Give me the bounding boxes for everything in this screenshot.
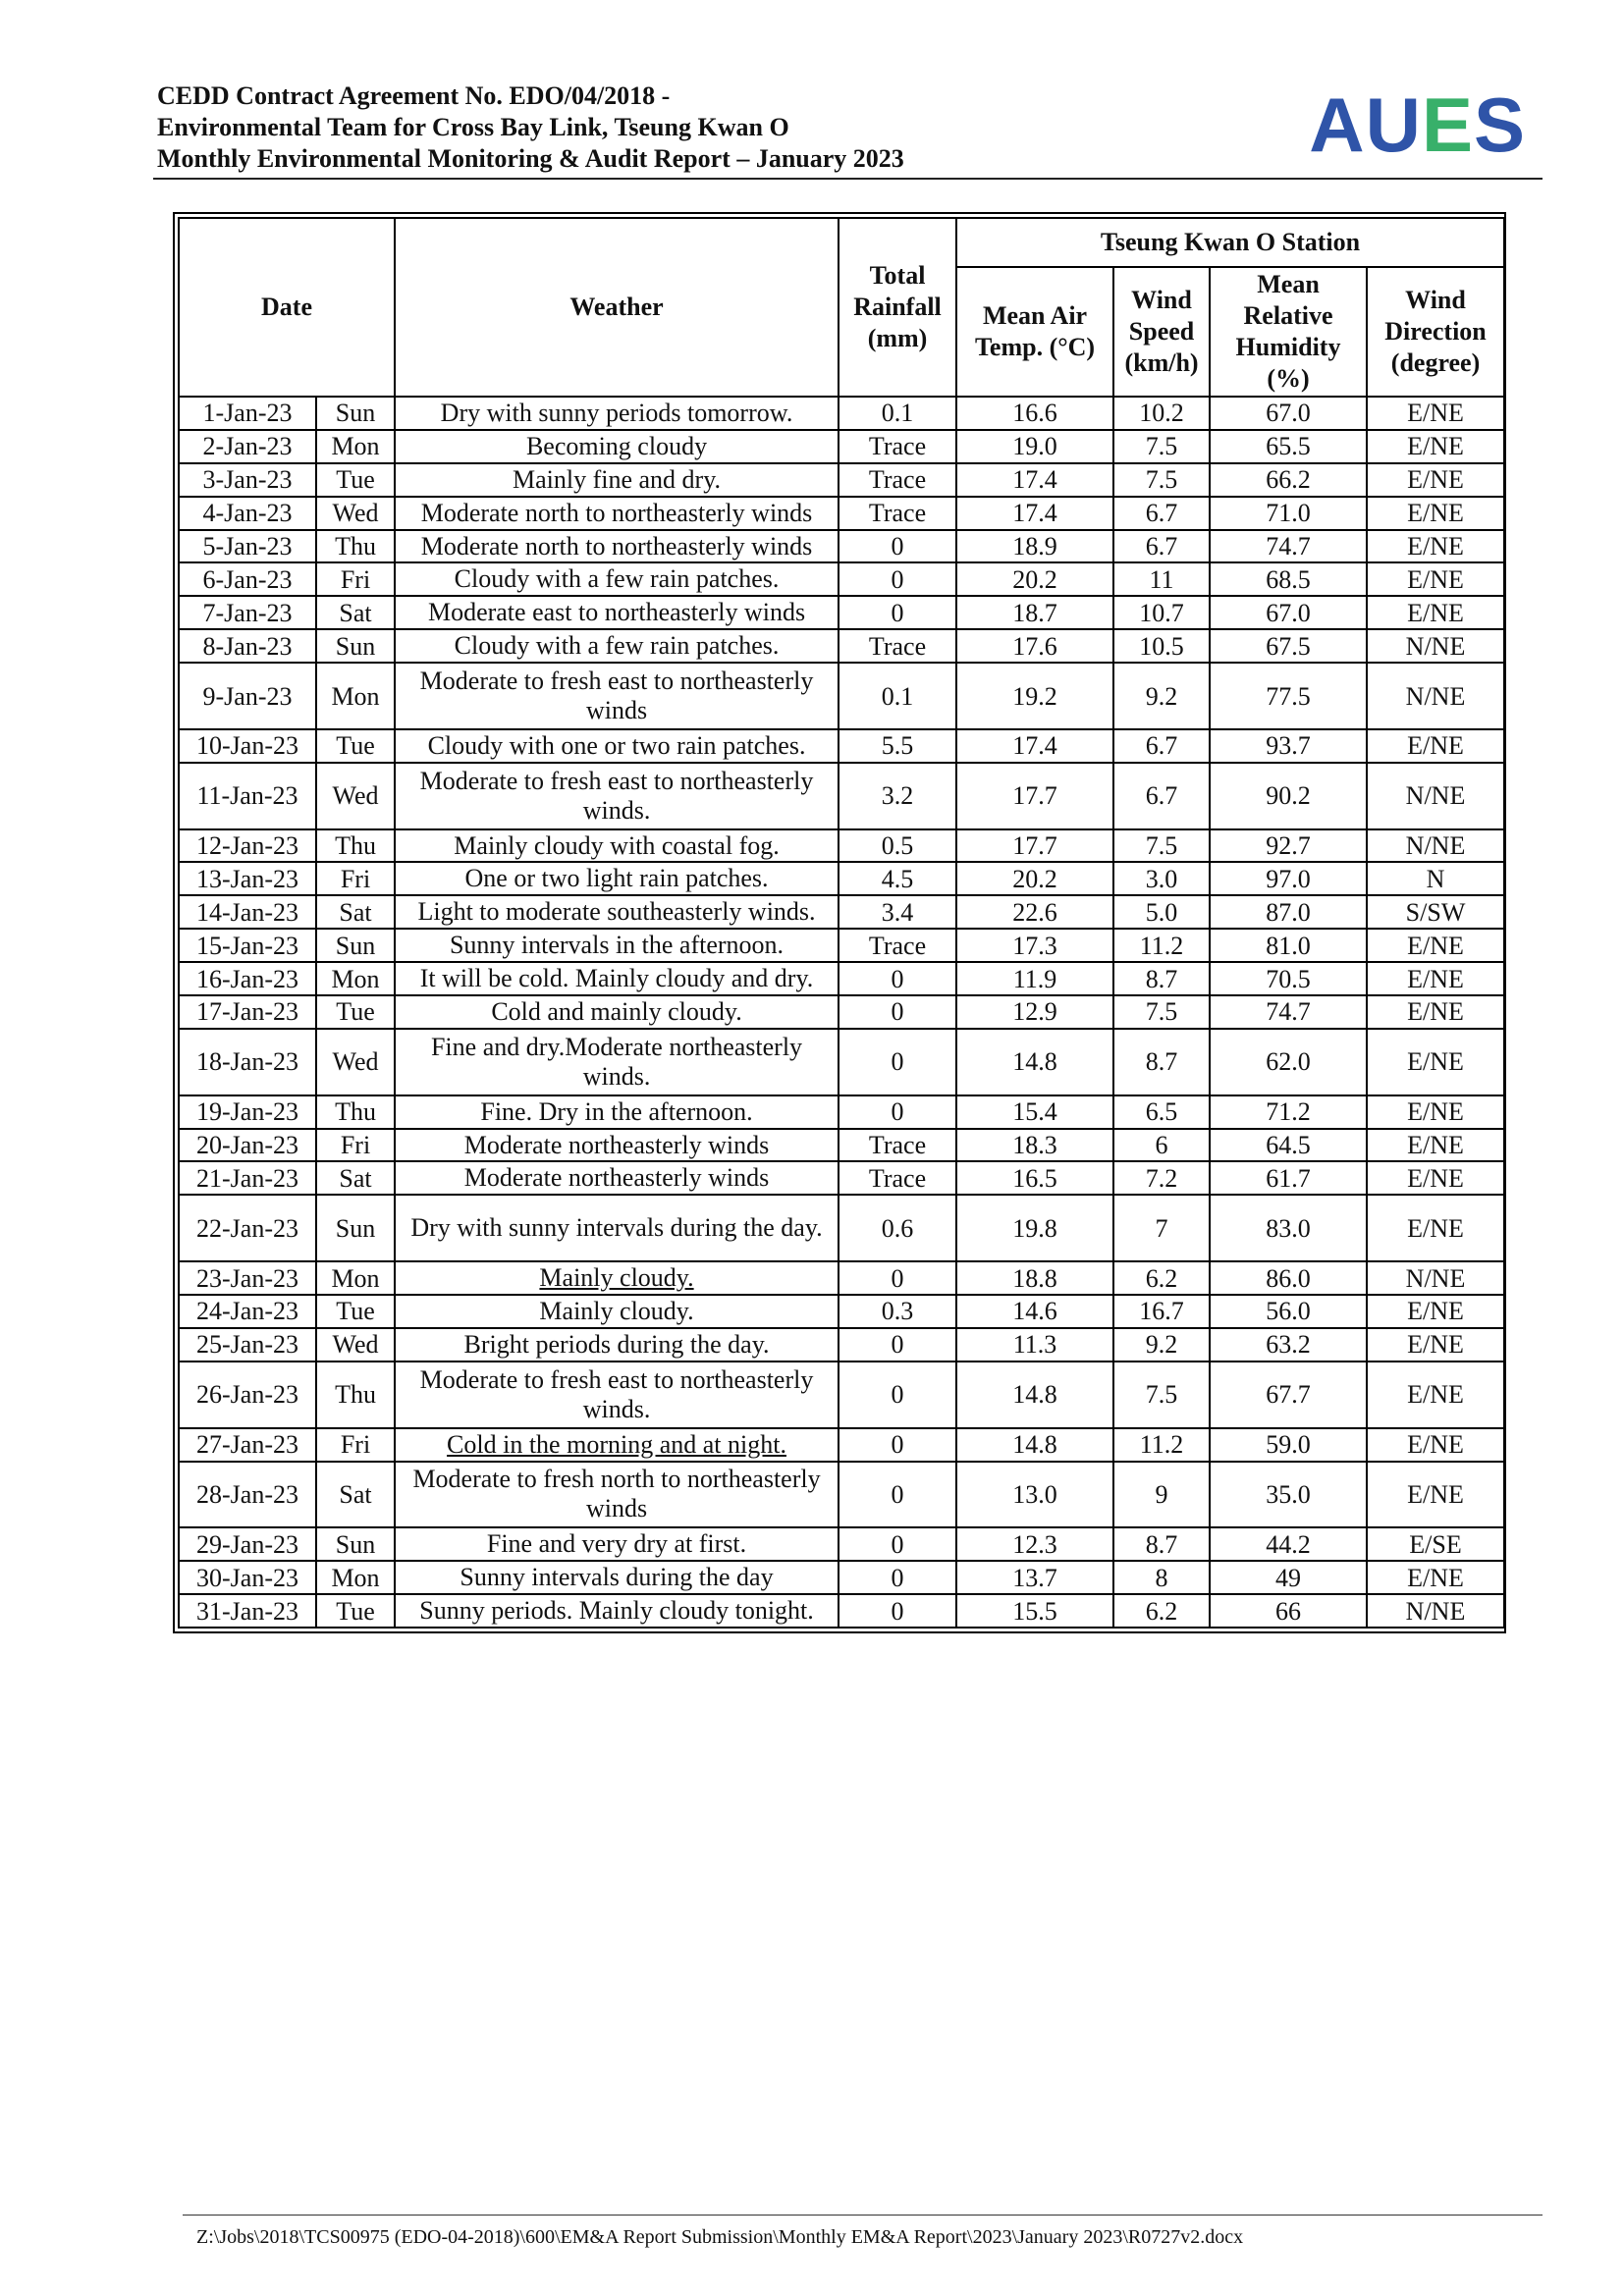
- table-row: [179, 1462, 1504, 1528]
- header-temp: Mean Air Temp. (°C): [956, 267, 1113, 397]
- cell-dir: E/NE: [1367, 1328, 1504, 1362]
- table-row: [179, 1129, 1504, 1162]
- cell-weather: Fine and very dry at first.: [395, 1527, 839, 1561]
- cell-day: Tue: [316, 1594, 395, 1628]
- cell-day: Thu: [316, 530, 395, 563]
- cell-wind: 10.7: [1113, 596, 1210, 629]
- table-row: [179, 397, 1504, 430]
- cell-weather: Becoming cloudy: [395, 430, 839, 463]
- cell-rain: 0: [839, 962, 956, 995]
- cell-day: Wed: [316, 1328, 395, 1362]
- cell-day: Fri: [316, 862, 395, 895]
- cell-temp: 14.6: [956, 1295, 1113, 1328]
- cell-day: Sat: [316, 596, 395, 629]
- cell-wind: 8.7: [1113, 962, 1210, 995]
- cell-wind: 6.7: [1113, 530, 1210, 563]
- cell-day: Thu: [316, 829, 395, 863]
- cell-dir: E/NE: [1367, 929, 1504, 962]
- cell-weather: Sunny periods. Mainly cloudy tonight.: [395, 1594, 839, 1628]
- cell-hum: 66.2: [1210, 463, 1367, 497]
- cell-day: Sun: [316, 629, 395, 663]
- cell-day: Mon: [316, 1561, 395, 1594]
- cell-date: 3-Jan-23: [179, 463, 316, 497]
- cell-weather: Light to moderate southeasterly winds.: [395, 895, 839, 929]
- cell-hum: 64.5: [1210, 1129, 1367, 1162]
- cell-day: Fri: [316, 562, 395, 596]
- cell-wind: 6.7: [1113, 497, 1210, 530]
- cell-dir: E/NE: [1367, 1161, 1504, 1195]
- cell-weather: Sunny intervals during the day: [395, 1561, 839, 1594]
- cell-date: 8-Jan-23: [179, 629, 316, 663]
- cell-day: Wed: [316, 497, 395, 530]
- cell-wind: 5.0: [1113, 895, 1210, 929]
- cell-day: Mon: [316, 430, 395, 463]
- cell-rain: 0: [839, 1362, 956, 1428]
- header-title-block: [157, 80, 904, 175]
- cell-temp: 13.7: [956, 1561, 1113, 1594]
- cell-weather: Moderate northeasterly winds: [395, 1161, 839, 1195]
- cell-rain: 3.2: [839, 763, 956, 829]
- cell-temp: 16.5: [956, 1161, 1113, 1195]
- cell-hum: 90.2: [1210, 763, 1367, 829]
- cell-wind: 6.2: [1113, 1594, 1210, 1628]
- cell-weather: Moderate north to northeasterly winds: [395, 530, 839, 563]
- cell-wind: 9.2: [1113, 1328, 1210, 1362]
- cell-hum: 71.0: [1210, 497, 1367, 530]
- cell-date: 26-Jan-23: [179, 1362, 316, 1428]
- cell-dir: E/NE: [1367, 397, 1504, 430]
- table-row: [179, 1161, 1504, 1195]
- cell-rain: 0.5: [839, 829, 956, 863]
- cell-dir: E/NE: [1367, 1195, 1504, 1261]
- cell-temp: 17.4: [956, 497, 1113, 530]
- weather-table: [178, 217, 1505, 1629]
- cell-date: 16-Jan-23: [179, 962, 316, 995]
- report-title: Monthly Environmental Monitoring & Audit Report – January 2023: [157, 144, 904, 173]
- cell-dir: E/NE: [1367, 1462, 1504, 1528]
- cell-dir: E/NE: [1367, 995, 1504, 1029]
- cell-hum: 35.0: [1210, 1462, 1367, 1528]
- cell-dir: E/NE: [1367, 596, 1504, 629]
- table-row: [179, 862, 1504, 895]
- cell-temp: 15.4: [956, 1095, 1113, 1129]
- cell-day: Wed: [316, 1029, 395, 1095]
- cell-day: Sat: [316, 895, 395, 929]
- cell-temp: 12.3: [956, 1527, 1113, 1561]
- cell-wind: 9: [1113, 1462, 1210, 1528]
- table-row: [179, 729, 1504, 763]
- cell-date: 17-Jan-23: [179, 995, 316, 1029]
- cell-weather: Mainly cloudy.: [395, 1295, 839, 1328]
- cell-rain: 0: [839, 995, 956, 1029]
- table-row: [179, 829, 1504, 863]
- cell-temp: 12.9: [956, 995, 1113, 1029]
- cell-weather: Sunny intervals in the afternoon.: [395, 929, 839, 962]
- cell-hum: 97.0: [1210, 862, 1367, 895]
- cell-day: Thu: [316, 1362, 395, 1428]
- table-row: [179, 995, 1504, 1029]
- header-date: Date: [179, 218, 395, 397]
- cell-wind: 7.2: [1113, 1161, 1210, 1195]
- cell-weather: Cold and mainly cloudy.: [395, 995, 839, 1029]
- cell-hum: 44.2: [1210, 1527, 1367, 1561]
- table-row: [179, 1527, 1504, 1561]
- cell-temp: 17.7: [956, 829, 1113, 863]
- table-row: [179, 1261, 1504, 1295]
- cell-day: Tue: [316, 729, 395, 763]
- cell-day: Tue: [316, 1295, 395, 1328]
- cell-date: 11-Jan-23: [179, 763, 316, 829]
- cell-dir: E/NE: [1367, 430, 1504, 463]
- cell-date: 4-Jan-23: [179, 497, 316, 530]
- cell-hum: 70.5: [1210, 962, 1367, 995]
- table-row: [179, 430, 1504, 463]
- cell-date: 12-Jan-23: [179, 829, 316, 863]
- document-header: [157, 80, 1542, 179]
- cell-dir: E/NE: [1367, 729, 1504, 763]
- cell-day: Sat: [316, 1161, 395, 1195]
- cell-rain: 0: [839, 1029, 956, 1095]
- cell-dir: E/NE: [1367, 962, 1504, 995]
- cell-weather: Moderate east to northeasterly winds: [395, 596, 839, 629]
- cell-wind: 8.7: [1113, 1029, 1210, 1095]
- cell-dir: E/NE: [1367, 530, 1504, 563]
- cell-weather: Dry with sunny intervals during the day.: [395, 1195, 839, 1261]
- table-row: [179, 1561, 1504, 1594]
- cell-temp: 14.8: [956, 1428, 1113, 1462]
- cell-rain: 0: [839, 1462, 956, 1528]
- cell-dir: E/NE: [1367, 1295, 1504, 1328]
- cell-date: 31-Jan-23: [179, 1594, 316, 1628]
- cell-weather: Mainly fine and dry.: [395, 463, 839, 497]
- cell-dir: E/SE: [1367, 1527, 1504, 1561]
- cell-dir: N/NE: [1367, 629, 1504, 663]
- cell-hum: 81.0: [1210, 929, 1367, 962]
- cell-temp: 15.5: [956, 1594, 1113, 1628]
- cell-rain: Trace: [839, 430, 956, 463]
- cell-wind: 6.7: [1113, 729, 1210, 763]
- cell-rain: 5.5: [839, 729, 956, 763]
- cell-hum: 63.2: [1210, 1328, 1367, 1362]
- header-divider: [153, 178, 1543, 180]
- cell-day: Sun: [316, 929, 395, 962]
- table-row: [179, 1594, 1504, 1628]
- table-body: [179, 397, 1504, 1628]
- cell-day: Fri: [316, 1129, 395, 1162]
- cell-temp: 14.8: [956, 1029, 1113, 1095]
- cell-rain: Trace: [839, 463, 956, 497]
- project-title: Environmental Team for Cross Bay Link, Tseung Kwan O: [157, 113, 789, 141]
- cell-hum: 83.0: [1210, 1195, 1367, 1261]
- cell-wind: 6.2: [1113, 1261, 1210, 1295]
- cell-wind: 11: [1113, 562, 1210, 596]
- cell-dir: N/NE: [1367, 663, 1504, 729]
- cell-weather: Moderate north to northeasterly winds: [395, 497, 839, 530]
- cell-wind: 7: [1113, 1195, 1210, 1261]
- cell-rain: 0: [839, 1261, 956, 1295]
- table-row: [179, 1362, 1504, 1428]
- cell-rain: Trace: [839, 929, 956, 962]
- cell-weather: Fine and dry.Moderate northeasterly winds.: [395, 1029, 839, 1095]
- cell-weather: Dry with sunny periods tomorrow.: [395, 397, 839, 430]
- cell-weather: Moderate to fresh east to northeasterly winds: [395, 663, 839, 729]
- table-row: [179, 1029, 1504, 1095]
- cell-dir: N/NE: [1367, 763, 1504, 829]
- cell-weather: One or two light rain patches.: [395, 862, 839, 895]
- cell-hum: 65.5: [1210, 430, 1367, 463]
- cell-weather: Bright periods during the day.: [395, 1328, 839, 1362]
- cell-wind: 11.2: [1113, 1428, 1210, 1462]
- cell-hum: 49: [1210, 1561, 1367, 1594]
- cell-temp: 20.2: [956, 862, 1113, 895]
- header-humidity: Mean Relative Humidity (%): [1210, 267, 1367, 397]
- cell-date: 15-Jan-23: [179, 929, 316, 962]
- cell-temp: 19.2: [956, 663, 1113, 729]
- table-row: [179, 663, 1504, 729]
- table-row: [179, 1295, 1504, 1328]
- cell-rain: 0: [839, 562, 956, 596]
- cell-date: 14-Jan-23: [179, 895, 316, 929]
- cell-date: 5-Jan-23: [179, 530, 316, 563]
- cell-temp: 17.3: [956, 929, 1113, 962]
- cell-date: 9-Jan-23: [179, 663, 316, 729]
- cell-date: 27-Jan-23: [179, 1428, 316, 1462]
- cell-dir: E/NE: [1367, 1561, 1504, 1594]
- cell-dir: E/NE: [1367, 463, 1504, 497]
- cell-date: 28-Jan-23: [179, 1462, 316, 1528]
- table-row: [179, 1328, 1504, 1362]
- cell-wind: 8: [1113, 1561, 1210, 1594]
- cell-date: 13-Jan-23: [179, 862, 316, 895]
- cell-wind: 7.5: [1113, 1362, 1210, 1428]
- cell-hum: 93.7: [1210, 729, 1367, 763]
- cell-date: 22-Jan-23: [179, 1195, 316, 1261]
- cell-weather: Moderate to fresh east to northeasterly winds.: [395, 1362, 839, 1428]
- cell-hum: 74.7: [1210, 995, 1367, 1029]
- table-row: [179, 629, 1504, 663]
- cell-temp: 17.7: [956, 763, 1113, 829]
- cell-temp: 20.2: [956, 562, 1113, 596]
- cell-day: Sun: [316, 397, 395, 430]
- footer-file-path: Z:\Jobs\2018\TCS00975 (EDO-04-2018)\600\EM&A Report Submission\Monthly EM&A Report\2023\January 2023\R0727v2.docx: [196, 2226, 1244, 2248]
- cell-temp: 17.4: [956, 463, 1113, 497]
- header-wind-speed: Wind Speed (km/h): [1113, 267, 1210, 397]
- cell-temp: 22.6: [956, 895, 1113, 929]
- cell-hum: 67.7: [1210, 1362, 1367, 1428]
- cell-wind: 7.5: [1113, 829, 1210, 863]
- cell-temp: 18.9: [956, 530, 1113, 563]
- table-row: [179, 929, 1504, 962]
- cell-weather: Cloudy with a few rain patches.: [395, 562, 839, 596]
- cell-dir: N/NE: [1367, 1261, 1504, 1295]
- cell-wind: 9.2: [1113, 663, 1210, 729]
- cell-temp: 17.6: [956, 629, 1113, 663]
- cell-temp: 18.8: [956, 1261, 1113, 1295]
- table-row: [179, 463, 1504, 497]
- weather-table-frame: [173, 212, 1506, 1633]
- table-row: [179, 530, 1504, 563]
- cell-hum: 68.5: [1210, 562, 1367, 596]
- cell-rain: 3.4: [839, 895, 956, 929]
- cell-date: 23-Jan-23: [179, 1261, 316, 1295]
- cell-wind: 10.5: [1113, 629, 1210, 663]
- cell-hum: 66: [1210, 1594, 1367, 1628]
- cell-hum: 86.0: [1210, 1261, 1367, 1295]
- cell-wind: 11.2: [1113, 929, 1210, 962]
- cell-weather: Moderate northeasterly winds: [395, 1129, 839, 1162]
- table-row: [179, 763, 1504, 829]
- cell-rain: 0.1: [839, 663, 956, 729]
- cell-day: Sun: [316, 1527, 395, 1561]
- cell-temp: 18.3: [956, 1129, 1113, 1162]
- cell-hum: 59.0: [1210, 1428, 1367, 1462]
- cell-temp: 19.8: [956, 1195, 1113, 1261]
- cell-day: Tue: [316, 463, 395, 497]
- table-row: [179, 895, 1504, 929]
- cell-day: Mon: [316, 1261, 395, 1295]
- table-row: [179, 497, 1504, 530]
- cell-date: 1-Jan-23: [179, 397, 316, 430]
- cell-wind: 8.7: [1113, 1527, 1210, 1561]
- cell-hum: 67.5: [1210, 629, 1367, 663]
- cell-hum: 92.7: [1210, 829, 1367, 863]
- cell-rain: 4.5: [839, 862, 956, 895]
- cell-rain: Trace: [839, 1129, 956, 1162]
- cell-date: 10-Jan-23: [179, 729, 316, 763]
- cell-dir: E/NE: [1367, 1129, 1504, 1162]
- table-row: [179, 596, 1504, 629]
- cell-wind: 6: [1113, 1129, 1210, 1162]
- cell-weather: Moderate to fresh north to northeasterly winds: [395, 1462, 839, 1528]
- cell-temp: 13.0: [956, 1462, 1113, 1528]
- cell-hum: 61.7: [1210, 1161, 1367, 1195]
- cell-hum: 56.0: [1210, 1295, 1367, 1328]
- cell-rain: Trace: [839, 1161, 956, 1195]
- cell-date: 6-Jan-23: [179, 562, 316, 596]
- cell-rain: 0: [839, 1561, 956, 1594]
- cell-temp: 19.0: [956, 430, 1113, 463]
- table-row: [179, 962, 1504, 995]
- cell-rain: Trace: [839, 497, 956, 530]
- cell-rain: Trace: [839, 629, 956, 663]
- cell-rain: 0: [839, 1328, 956, 1362]
- cell-temp: 16.6: [956, 397, 1113, 430]
- cell-date: 30-Jan-23: [179, 1561, 316, 1594]
- cell-date: 25-Jan-23: [179, 1328, 316, 1362]
- cell-day: Mon: [316, 962, 395, 995]
- cell-rain: 0.6: [839, 1195, 956, 1261]
- cell-day: Fri: [316, 1428, 395, 1462]
- cell-day: Mon: [316, 663, 395, 729]
- cell-wind: 6.5: [1113, 1095, 1210, 1129]
- cell-day: Wed: [316, 763, 395, 829]
- cell-wind: 7.5: [1113, 463, 1210, 497]
- cell-dir: N: [1367, 862, 1504, 895]
- header-station: Tseung Kwan O Station: [956, 218, 1504, 267]
- cell-weather: Cloudy with a few rain patches.: [395, 629, 839, 663]
- cell-dir: N/NE: [1367, 1594, 1504, 1628]
- cell-weather: It will be cold. Mainly cloudy and dry.: [395, 962, 839, 995]
- table-row: [179, 562, 1504, 596]
- contract-title: CEDD Contract Agreement No. EDO/04/2018 -: [157, 81, 671, 110]
- cell-rain: 0: [839, 1095, 956, 1129]
- cell-temp: 17.4: [956, 729, 1113, 763]
- table-row: [179, 1195, 1504, 1261]
- cell-hum: 77.5: [1210, 663, 1367, 729]
- cell-dir: E/NE: [1367, 1095, 1504, 1129]
- cell-weather: Moderate to fresh east to northeasterly winds.: [395, 763, 839, 829]
- cell-temp: 11.9: [956, 962, 1113, 995]
- cell-date: 24-Jan-23: [179, 1295, 316, 1328]
- cell-hum: 67.0: [1210, 397, 1367, 430]
- cell-hum: 62.0: [1210, 1029, 1367, 1095]
- cell-wind: 6.7: [1113, 763, 1210, 829]
- cell-wind: 7.5: [1113, 430, 1210, 463]
- header-wind-direction: Wind Direction (degree): [1367, 267, 1504, 397]
- cell-temp: 18.7: [956, 596, 1113, 629]
- cell-dir: N/NE: [1367, 829, 1504, 863]
- cell-wind: 16.7: [1113, 1295, 1210, 1328]
- cell-dir: S/SW: [1367, 895, 1504, 929]
- cell-dir: E/NE: [1367, 1029, 1504, 1095]
- cell-rain: 0.1: [839, 397, 956, 430]
- cell-rain: 0: [839, 596, 956, 629]
- cell-day: Thu: [316, 1095, 395, 1129]
- cell-dir: E/NE: [1367, 1428, 1504, 1462]
- cell-rain: 0.3: [839, 1295, 956, 1328]
- table-row: [179, 1095, 1504, 1129]
- cell-dir: E/NE: [1367, 1362, 1504, 1428]
- cell-hum: 67.0: [1210, 596, 1367, 629]
- table-row: [179, 1428, 1504, 1462]
- cell-day: Sat: [316, 1462, 395, 1528]
- cell-hum: 74.7: [1210, 530, 1367, 563]
- header-weather: Weather: [395, 218, 839, 397]
- aues-logo: AUES: [1309, 81, 1526, 168]
- cell-date: 18-Jan-23: [179, 1029, 316, 1095]
- cell-dir: E/NE: [1367, 562, 1504, 596]
- cell-wind: 3.0: [1113, 862, 1210, 895]
- cell-date: 19-Jan-23: [179, 1095, 316, 1129]
- cell-wind: 7.5: [1113, 995, 1210, 1029]
- cell-date: 2-Jan-23: [179, 430, 316, 463]
- cell-temp: 14.8: [956, 1362, 1113, 1428]
- cell-weather: Mainly cloudy.: [395, 1261, 839, 1295]
- cell-wind: 10.2: [1113, 397, 1210, 430]
- cell-rain: 0: [839, 1527, 956, 1561]
- cell-hum: 71.2: [1210, 1095, 1367, 1129]
- footer-divider: [183, 2215, 1543, 2216]
- cell-dir: E/NE: [1367, 497, 1504, 530]
- cell-weather: Cloudy with one or two rain patches.: [395, 729, 839, 763]
- cell-weather: Cold in the morning and at night.: [395, 1428, 839, 1462]
- cell-date: 21-Jan-23: [179, 1161, 316, 1195]
- cell-date: 20-Jan-23: [179, 1129, 316, 1162]
- cell-day: Sun: [316, 1195, 395, 1261]
- cell-weather: Mainly cloudy with coastal fog.: [395, 829, 839, 863]
- cell-rain: 0: [839, 530, 956, 563]
- cell-hum: 87.0: [1210, 895, 1367, 929]
- cell-date: 29-Jan-23: [179, 1527, 316, 1561]
- cell-temp: 11.3: [956, 1328, 1113, 1362]
- header-rainfall: Total Rainfall (mm): [839, 218, 956, 397]
- cell-day: Tue: [316, 995, 395, 1029]
- cell-rain: 0: [839, 1594, 956, 1628]
- cell-weather: Fine. Dry in the afternoon.: [395, 1095, 839, 1129]
- cell-date: 7-Jan-23: [179, 596, 316, 629]
- cell-rain: 0: [839, 1428, 956, 1462]
